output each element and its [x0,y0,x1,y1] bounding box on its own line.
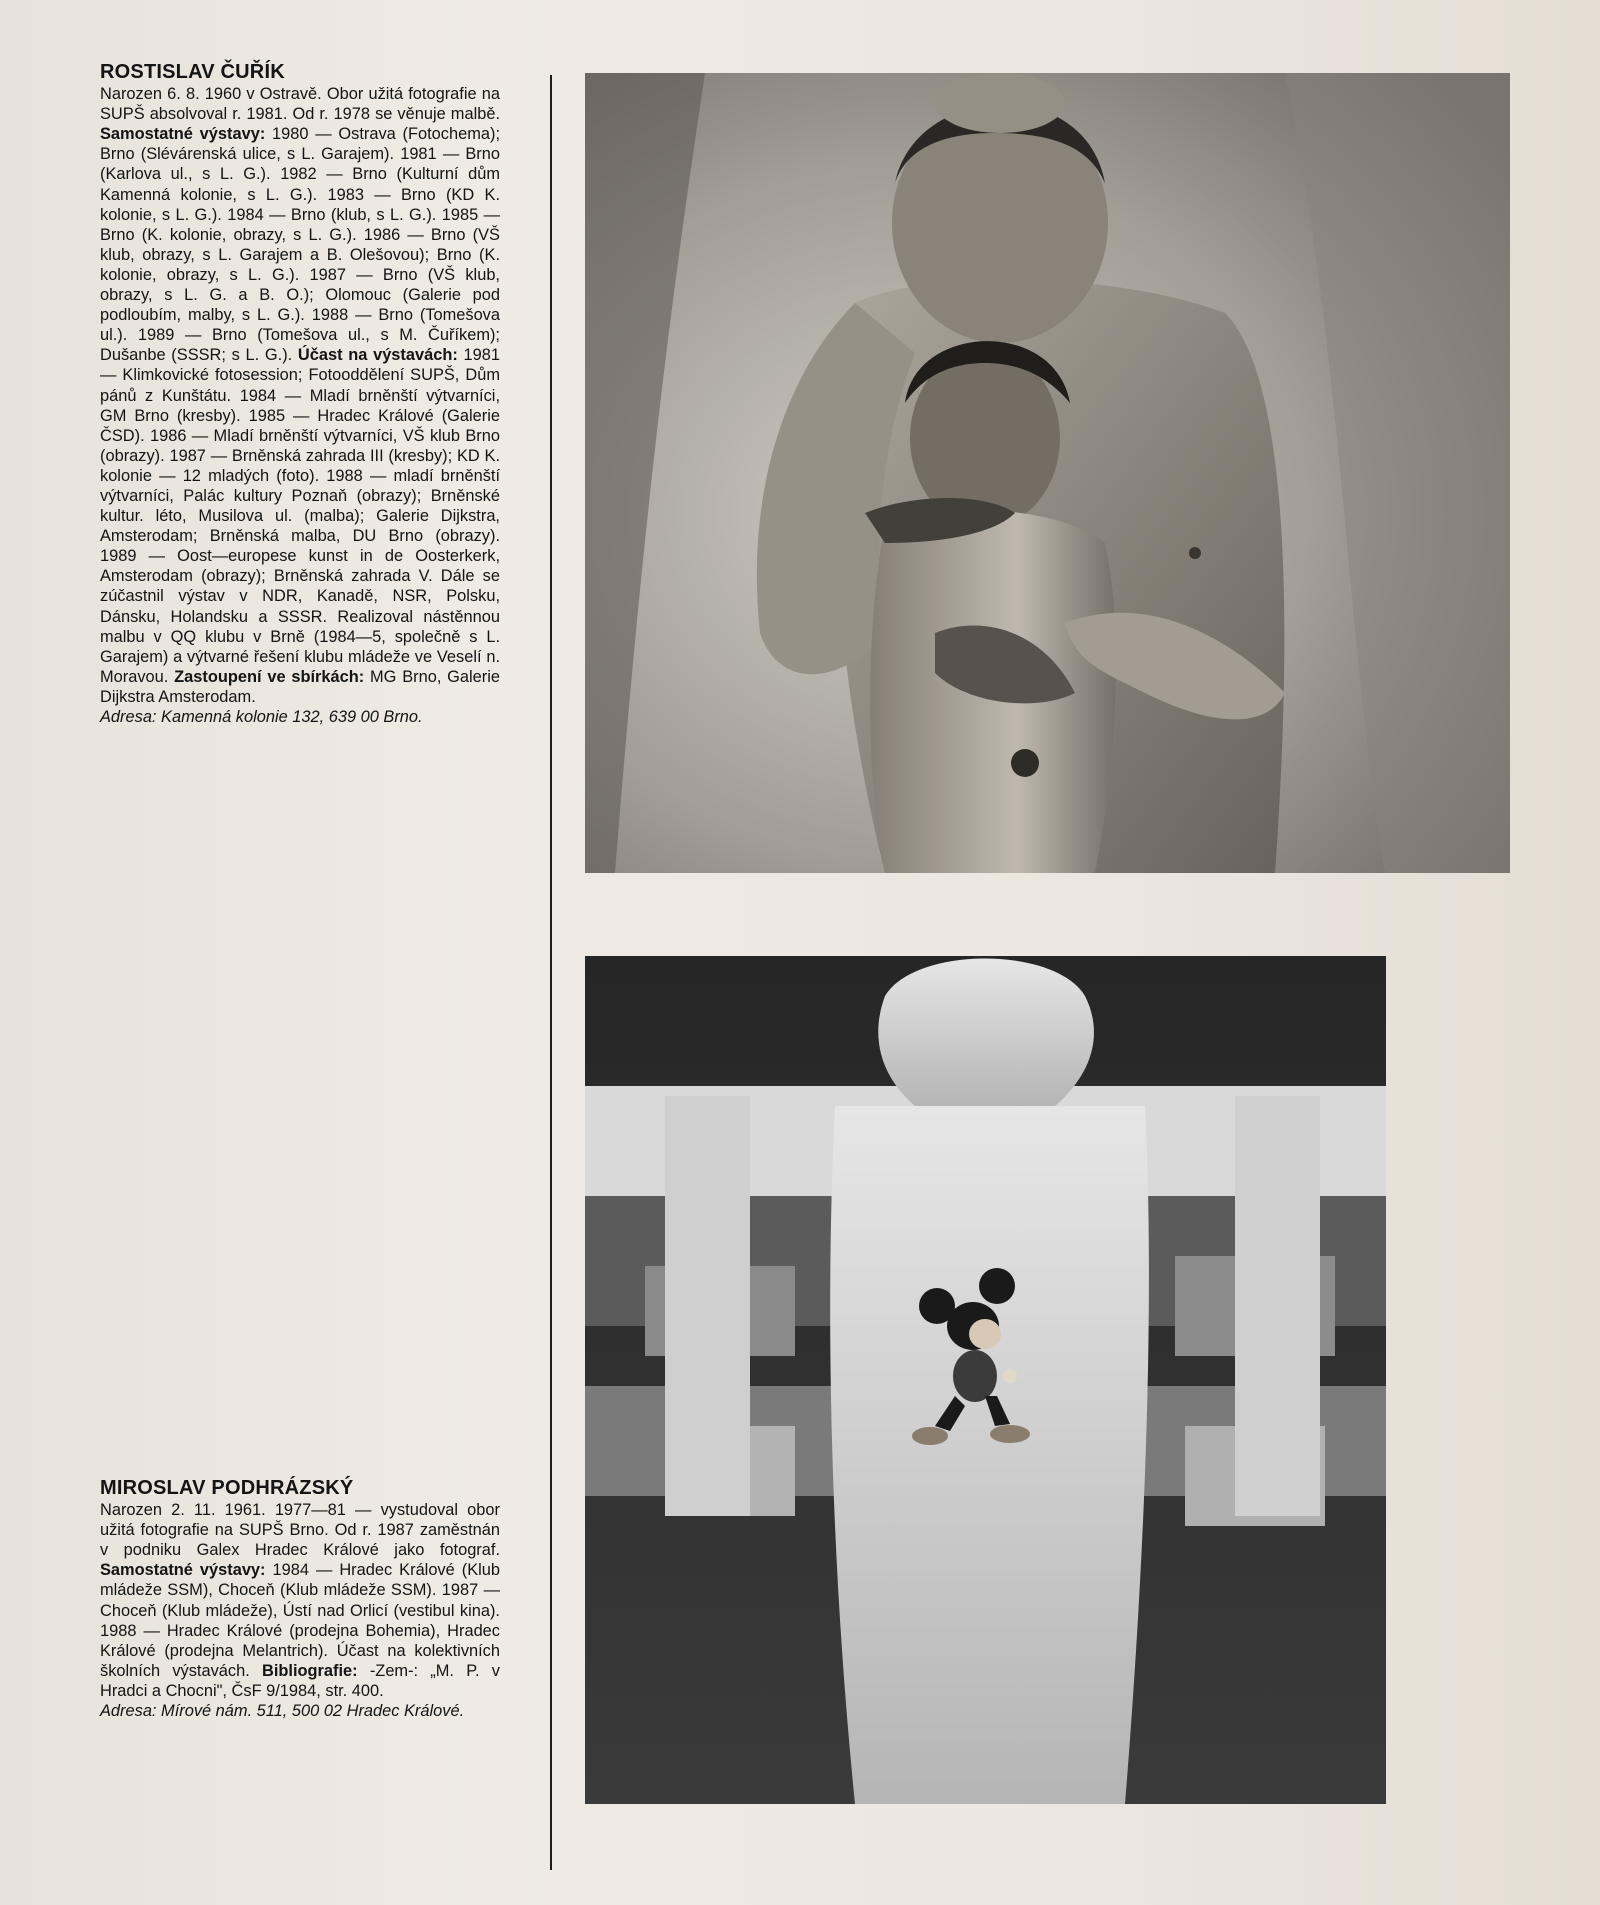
column-divider [550,75,552,1870]
bio-heading-collections: Zastoupení ve sbírkách: [174,667,365,686]
artist-address: Adresa: Kamenná kolonie 132, 639 00 Brno. [100,708,423,726]
bio-rostislav-curik [100,62,500,727]
photo-double-portrait-image [585,73,1510,873]
photo-double-portrait [585,73,1510,873]
bio-miroslav-podhrazsky [100,1478,500,1721]
photo-silhouette-mickey-image [585,956,1386,1804]
bio-heading-bibliography: Bibliografie: [262,1661,358,1680]
artist-name: ROSTISLAV ČUŘÍK [100,61,285,83]
artist-address: Adresa: Mírové nám. 511, 500 02 Hradec Králové. [100,1702,465,1721]
bio-heading-solo: Samostatné výstavy: [100,1561,266,1580]
bio-heading-solo: Samostatné výstavy: [100,125,266,144]
bio-text: Narozen 2. 11. 1961. 1977—81 — vystudoval obor užitá fotografie na SUPŠ Brno. Od r. 1987 zaměstnán v podniku Galex Hradec Králové jako fotograf. Samostatné výstavy: 1984 — Hradec Králové (Klub mládeže SSM), Choceň (Klub mládeže SSM). 1987 — Choceň (Klub mládeže), Ústí nad Orlicí (vestibul kina). 1988 — Hradec Králové (prodejna Bohemia), Hradec Králové (prodejna Melantrich). Účast na kolektivních školních výstavách. Bibliografie: -Zem-: „M. P. v Hradci a Chocni", ČsF 9/1984, str. 400. [100,1501,500,1700]
photo-silhouette-mickey [585,956,1386,1804]
bio-text: Narozen 6. 8. 1960 v Ostravě. Obor užitá fotografie na SUPŠ absolvoval r. 1981. Od r. 1978 se věnuje malbě. Samostatné výstavy: 1980 — Ostrava (Fotochema); Brno (Slévárenská ulice, s L. Garajem). 1981 — Brno (Karlova ul., s L. G.). 1982 — Brno (Kulturní dům Kamenná kolonie, s L. G.). 1983 — Brno (KD K. kolonie, s L. G.). 1984 — Brno (klub, s L. G.). 1985 — Brno (K. kolonie, obrazy, s L. G.). 1986 — Brno (VŠ klub, obrazy, s L. Garajem a B. Olešovou); Brno (K. kolonie, obrazy, s L. G.). 1987 — Brno (VŠ klub, obrazy, s L. G. a B. O.); Olomouc (Galerie pod podloubím, malby, s L. G.). 1988 — Brno (Tomešova ul.). 1989 — Brno (Tomešova ul., s M. Čuříkem); Dušanbe (SSSR; s L. G.). Účast na výstavách: 1981 — Klimkovické fotosession; Fotooddělení SUPŠ, Dům pánů z Kunštátu. 1984 — Mladí brněnští výtvarníci, GM Brno (kresby). 1985 — Hradec Králové (Galerie ČSD). 1986 — Mladí brněnští výtvarníci, VŠ klub Brno (obrazy). 1987 — Brněnská zahrada III (kresby); KD K. kolonie — 12 mladých (foto). 1988 — mladí brněnští výtvarníci, Palác kultury Poznaň (obrazy); Brněnské kultur. léto, Musilova ul. (malba); Galerie Dijkstra, Amsterodam; Brněnská malba, DU Brno (obrazy). 1989 — Oost—europese kunst in de Oosterkerk, Amsterodam (obrazy); Brněnská zahrada V. Dále se zúčastnil výstav v NDR, Kanadě, NSR, Polsku, Dánsku, Holandsku a SSSR. Realizoval nástěnnou malbu v QQ klubu v Brně (1984—5, společně s L. Garajem) a výtvarné řešení klubu mládeže ve Veselí n. Moravou. Zastoupení ve sbírkách: MG Brno, Galerie Dijkstra Amsterodam. [100,85,501,706]
artist-name: MIROSLAV PODHRÁZSKÝ [100,1477,354,1499]
bio-heading-group: Účast na výstavách: [297,346,458,365]
